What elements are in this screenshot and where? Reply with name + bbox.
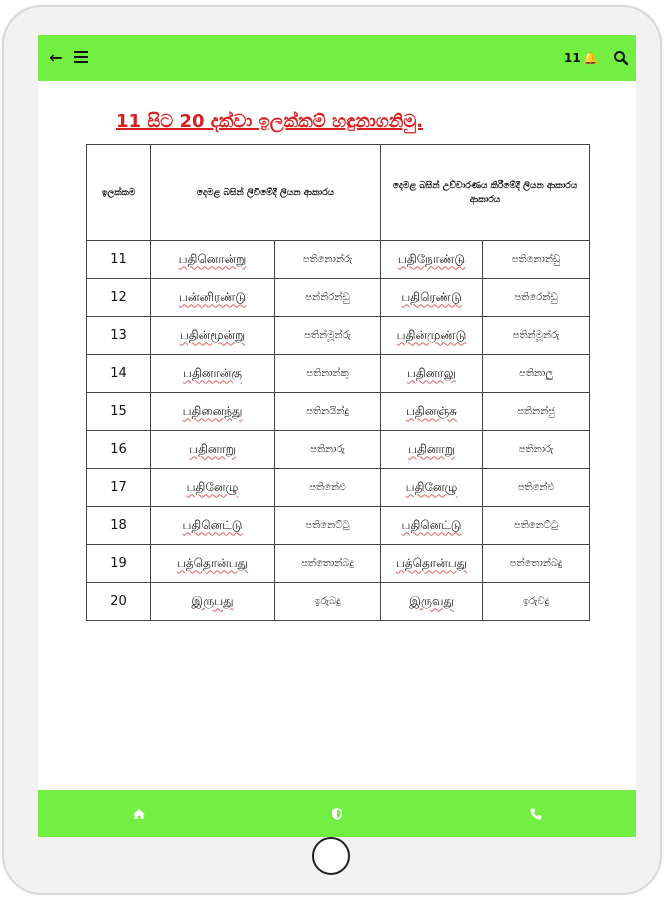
tamil-spoken-cell: பதினாறு — [381, 431, 483, 469]
table-row — [87, 545, 590, 583]
header-written: දෙමළ බසින් ලිවීමේදී ලියන ආකාරය — [151, 145, 381, 241]
numbers-table — [86, 144, 590, 621]
arrow-left-icon[interactable]: ← — [49, 48, 63, 67]
shield-icon[interactable] — [329, 806, 345, 822]
home-icon[interactable] — [131, 806, 147, 822]
sinhala-spoken-cell: පතින්මූන්රු — [483, 317, 590, 355]
table-row — [87, 393, 590, 431]
sinhala-written-cell: පතිනයින්දු — [275, 393, 381, 431]
tamil-spoken-cell: பதினேழு — [381, 469, 483, 507]
sinhala-written-cell: ඉරුබදු — [275, 583, 381, 621]
sinhala-spoken-cell: පතිනන්ජු — [483, 393, 590, 431]
top-app-bar — [38, 35, 636, 81]
bottom-nav-bar — [38, 790, 636, 837]
notification-count[interactable]: 11 — [564, 51, 581, 65]
hamburger-icon[interactable] — [74, 51, 88, 63]
sinhala-written-cell: පතිනාරු — [275, 431, 381, 469]
sinhala-spoken-cell: පතිරෙන්ඩු — [483, 279, 590, 317]
sinhala-spoken-cell: පතිනේළු — [483, 469, 590, 507]
sinhala-written-cell: පතිනාන්කු — [275, 355, 381, 393]
table-header-row — [87, 145, 590, 241]
tamil-spoken-cell: பதினெட்டு — [381, 507, 483, 545]
table-row — [87, 431, 590, 469]
table-row — [87, 317, 590, 355]
tamil-written-cell: பன்னிரண்டு — [151, 279, 275, 317]
app-screen — [38, 35, 636, 837]
table-row — [87, 583, 590, 621]
tamil-spoken-cell: பத்தொன்பது — [381, 545, 483, 583]
tamil-written-cell: பதின்மூன்று — [151, 317, 275, 355]
table-row — [87, 355, 590, 393]
tamil-written-cell: பத்தொன்பது — [151, 545, 275, 583]
sinhala-spoken-cell: පතිනාරු — [483, 431, 590, 469]
sinhala-written-cell: පන්නිරන්ඩු — [275, 279, 381, 317]
sinhala-spoken-cell: ඉරුවදු — [483, 583, 590, 621]
sinhala-written-cell: පතිනෙට්ටු — [275, 507, 381, 545]
sinhala-spoken-cell: පත්තොන්බදු — [483, 545, 590, 583]
tamil-written-cell: பதினெட்டு — [151, 507, 275, 545]
tamil-spoken-cell: இருவது — [381, 583, 483, 621]
page-title: 11 සිට 20 දක්වා ඉලක්කම් හඳුනාගනිමු. — [116, 111, 424, 132]
tamil-written-cell: பதினாறு — [151, 431, 275, 469]
tamil-spoken-cell: பதின்முண்டு — [381, 317, 483, 355]
table-row — [87, 469, 590, 507]
sinhala-written-cell: පතිනොන්රු — [275, 241, 381, 279]
bell-icon[interactable]: 🔔 — [583, 51, 598, 65]
sinhala-spoken-cell: පතිනොන්ඩු — [483, 241, 590, 279]
sinhala-written-cell: පතිනේළු — [275, 469, 381, 507]
tamil-written-cell: இருபது — [151, 583, 275, 621]
search-icon[interactable] — [612, 49, 630, 67]
tamil-written-cell: பதினைந்து — [151, 393, 275, 431]
number-cell: 18 — [87, 507, 151, 545]
tamil-written-cell: பதினொன்று — [151, 241, 275, 279]
table-row — [87, 507, 590, 545]
number-cell: 17 — [87, 469, 151, 507]
tamil-written-cell: பதினேழு — [151, 469, 275, 507]
tamil-spoken-cell: பதிரெண்டு — [381, 279, 483, 317]
sinhala-written-cell: පත්තොන්බදු — [275, 545, 381, 583]
number-cell: 14 — [87, 355, 151, 393]
tamil-spoken-cell: பதினஞ்சு — [381, 393, 483, 431]
sinhala-spoken-cell: පතිනාලු — [483, 355, 590, 393]
tamil-spoken-cell: பதினாலு — [381, 355, 483, 393]
number-cell: 19 — [87, 545, 151, 583]
number-cell: 16 — [87, 431, 151, 469]
tamil-spoken-cell: பதிநோண்டு — [381, 241, 483, 279]
number-cell: 13 — [87, 317, 151, 355]
sinhala-written-cell: පතින්මූන්රු — [275, 317, 381, 355]
phone-icon[interactable] — [528, 806, 544, 822]
number-cell: 11 — [87, 241, 151, 279]
number-cell: 20 — [87, 583, 151, 621]
sinhala-spoken-cell: පතිනෙට්ටු — [483, 507, 590, 545]
header-spoken: දෙමළ බසින් උච්චාරණය කිරීමේදී ලියන ආකාරය ආකාරය — [381, 145, 590, 241]
table-row — [87, 241, 590, 279]
device-home-button[interactable] — [312, 837, 350, 875]
header-number: ඉලක්කම — [87, 145, 151, 241]
number-cell: 15 — [87, 393, 151, 431]
number-cell: 12 — [87, 279, 151, 317]
tamil-written-cell: பதினான்கு — [151, 355, 275, 393]
table-row — [87, 279, 590, 317]
